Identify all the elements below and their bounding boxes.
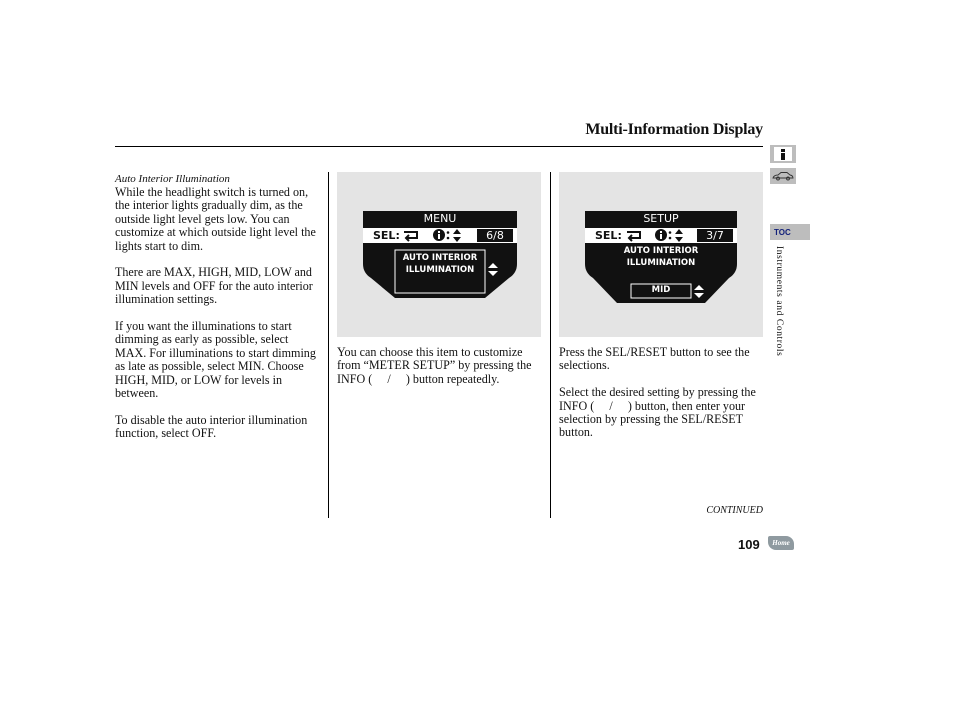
toc-label: TOC	[774, 227, 791, 237]
home-button[interactable]	[768, 536, 794, 550]
paragraph: Select the desired setting by pressing the INFO ( / ) button, then enter your selection by pressing the SEL/RESET button.	[559, 385, 756, 440]
vehicle-tab[interactable]	[770, 168, 796, 184]
info-icon	[655, 229, 667, 241]
paragraph: If you want the illuminations to start dimming as early as possible, select MAX. For illuminations to start dimming as late as possible, select MIN. Choose HIGH, MID, or LOW for levels in between.	[115, 319, 316, 401]
info-icon	[433, 229, 445, 241]
column-3-text	[559, 346, 765, 453]
paragraph: Press the SEL/RESET button to see the selections.	[559, 345, 750, 373]
header-rule	[115, 146, 763, 147]
lcd-item-line2: ILLUMINATION	[405, 265, 475, 275]
column-1	[115, 173, 320, 454]
continued-label: CONTINUED	[706, 505, 763, 516]
paragraph: There are MAX, HIGH, MID, LOW and MIN levels and OFF for the auto interior illumination settings.	[115, 265, 313, 307]
lcd-sel-label: SEL:	[595, 229, 622, 242]
car-icon	[772, 171, 794, 181]
lcd-item-line1: AUTO INTERIOR	[402, 253, 478, 263]
info-tab[interactable]	[770, 145, 796, 163]
lcd-setting-value: MID	[651, 285, 671, 295]
lcd-header: MENU	[423, 212, 457, 225]
lcd-page-indicator: 3/7	[706, 229, 724, 242]
display-illustration-menu	[337, 172, 541, 337]
column-2-text: You can choose this item to customize from “METER SETUP” by pressing the INFO ( / ) button repeatedly.	[337, 345, 532, 386]
column-divider	[328, 172, 329, 518]
section-subhead: Auto Interior Illumination	[115, 173, 230, 185]
lcd-item-line1: AUTO INTERIOR	[623, 246, 699, 256]
paragraph: To disable the auto interior illumination function, select OFF.	[115, 412, 308, 441]
page-number: 109	[738, 537, 760, 552]
display-illustration-setup	[559, 172, 763, 337]
info-icon	[774, 147, 792, 161]
lcd-page-indicator: 6/8	[486, 229, 504, 242]
column-divider	[550, 172, 551, 518]
lcd-header: SETUP	[643, 212, 679, 225]
paragraph: While the headlight switch is turned on, the interior lights gradually dim, as the outside light level gets low. You can customize at which outside light level the lights start to dim.	[115, 185, 316, 253]
lcd-item-line2: ILLUMINATION	[626, 258, 696, 268]
lcd-sel-label: SEL:	[373, 229, 400, 242]
section-tab-label: Instruments and Controls	[774, 246, 784, 357]
home-label: Home	[772, 539, 790, 547]
page-title: Multi-Information Display	[585, 121, 763, 138]
toc-tab[interactable]	[770, 224, 810, 240]
